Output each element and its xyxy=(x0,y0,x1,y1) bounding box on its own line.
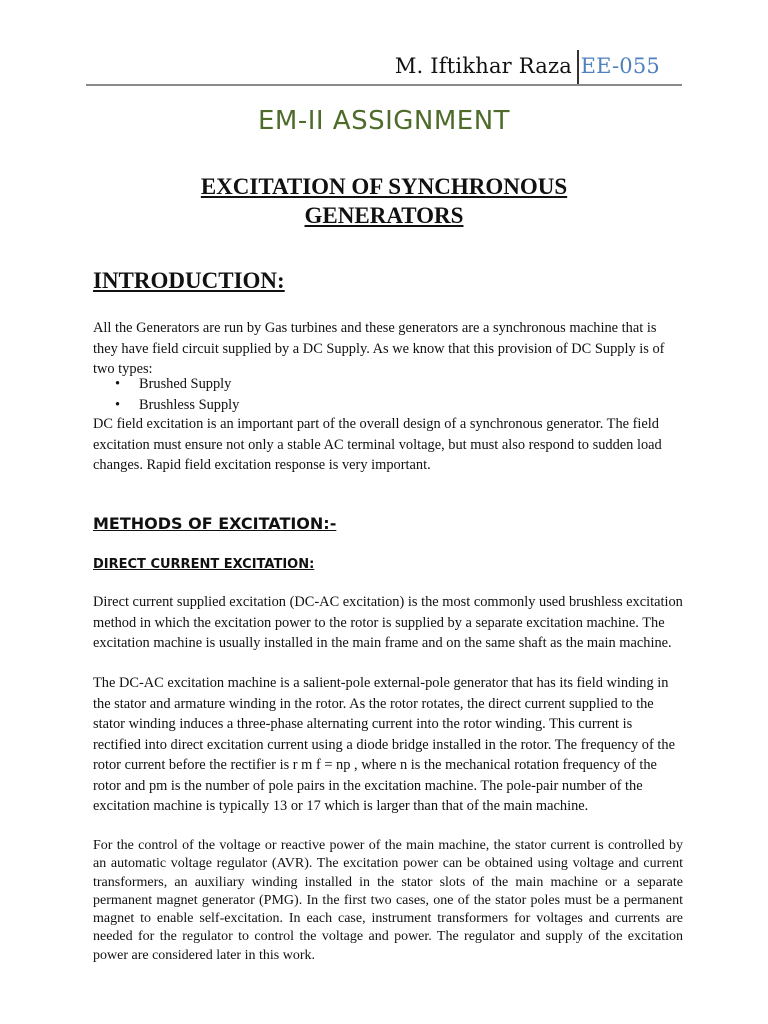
list-item xyxy=(93,395,239,416)
introduction-paragraph-1: All the Generators are run by Gas turbines and these generators are a synchronous machine that is they have field circuit supplied by a DC Supply. As we know that this provision of DC Supply is of two types: xyxy=(93,320,665,377)
list-item-text: Brushless Supply xyxy=(139,396,240,413)
supply-types-list xyxy=(93,374,239,415)
subtitle-line-1: EXCITATION OF SYNCHRONOUS xyxy=(200,174,568,199)
header-rule xyxy=(86,84,682,86)
introduction-paragraph-2: DC field excitation is an important part of the overall design of a synchronous generator. The field excitation must ensure not only a stable AC terminal voltage, but must also respond to sudden load changes. Rapid field excitation response is very important. xyxy=(93,416,662,473)
methods-heading: METHODS OF EXCITATION:- xyxy=(93,514,337,533)
roll-number: EE-055 xyxy=(580,54,660,78)
document-subtitle xyxy=(0,172,768,230)
dc-excitation-paragraph-1: Direct current supplied excitation (DC-AC excitation) is the most commonly used brushless excitation method in which the excitation power to the rotor is supplied by a separate excitation machine. The excitation machine is usually installed in the main frame and on the same shaft as the main machine. xyxy=(93,594,683,651)
list-item-text: Brushed Supply xyxy=(139,376,232,392)
dc-excitation-paragraph-2: The DC-AC excitation machine is a salient-pole external-pole generator that has its field winding in the stator and armature winding in the rotor. As the rotor rotates, the direct current supplied to the stator winding induces a three-phase alternating current into the rotor winding. This current is rectified into direct excitation current using a diode bridge installed in the rotor. The frequency of the rotor current before the rectifier is r m f = np , where n is the mechanical rotation frequency of the rotor and pm is the number of pole pairs in the excitation machine. The pole-pair number of the excitation machine is typically 13 or 17 which is larger than that of the main machine. xyxy=(93,675,675,814)
header-separator xyxy=(577,50,579,86)
dc-excitation-heading: DIRECT CURRENT EXCITATION: xyxy=(93,557,315,572)
subtitle-line-2: GENERATORS xyxy=(304,203,464,228)
bullet-icon: • xyxy=(115,376,121,392)
author-name: M. Iftikhar Raza xyxy=(394,54,572,78)
page-header xyxy=(86,50,682,84)
introduction-heading: INTRODUCTION: xyxy=(93,268,285,293)
dc-excitation-paragraph-3: For the control of the voltage or reactive power of the main machine, the stator current is controlled by an automatic voltage regulator (AVR). The excitation power can be obtained using voltage and current transformers, an auxiliary winding installed in the stator slots of the main machine or a separate permanent magnet generator (PMG). In the first two cases, one of the stator poles must be a permanent magnet to enable self-excitation. In each case, instrument transformers for voltages and currents are needed for the regulator to control the voltage and power. The regulator and supply of the excitation power are considered later in this work. xyxy=(93,838,683,963)
page-title: EM-II ASSIGNMENT xyxy=(257,106,511,136)
bullet-icon: • xyxy=(115,396,121,413)
list-item xyxy=(93,374,239,395)
